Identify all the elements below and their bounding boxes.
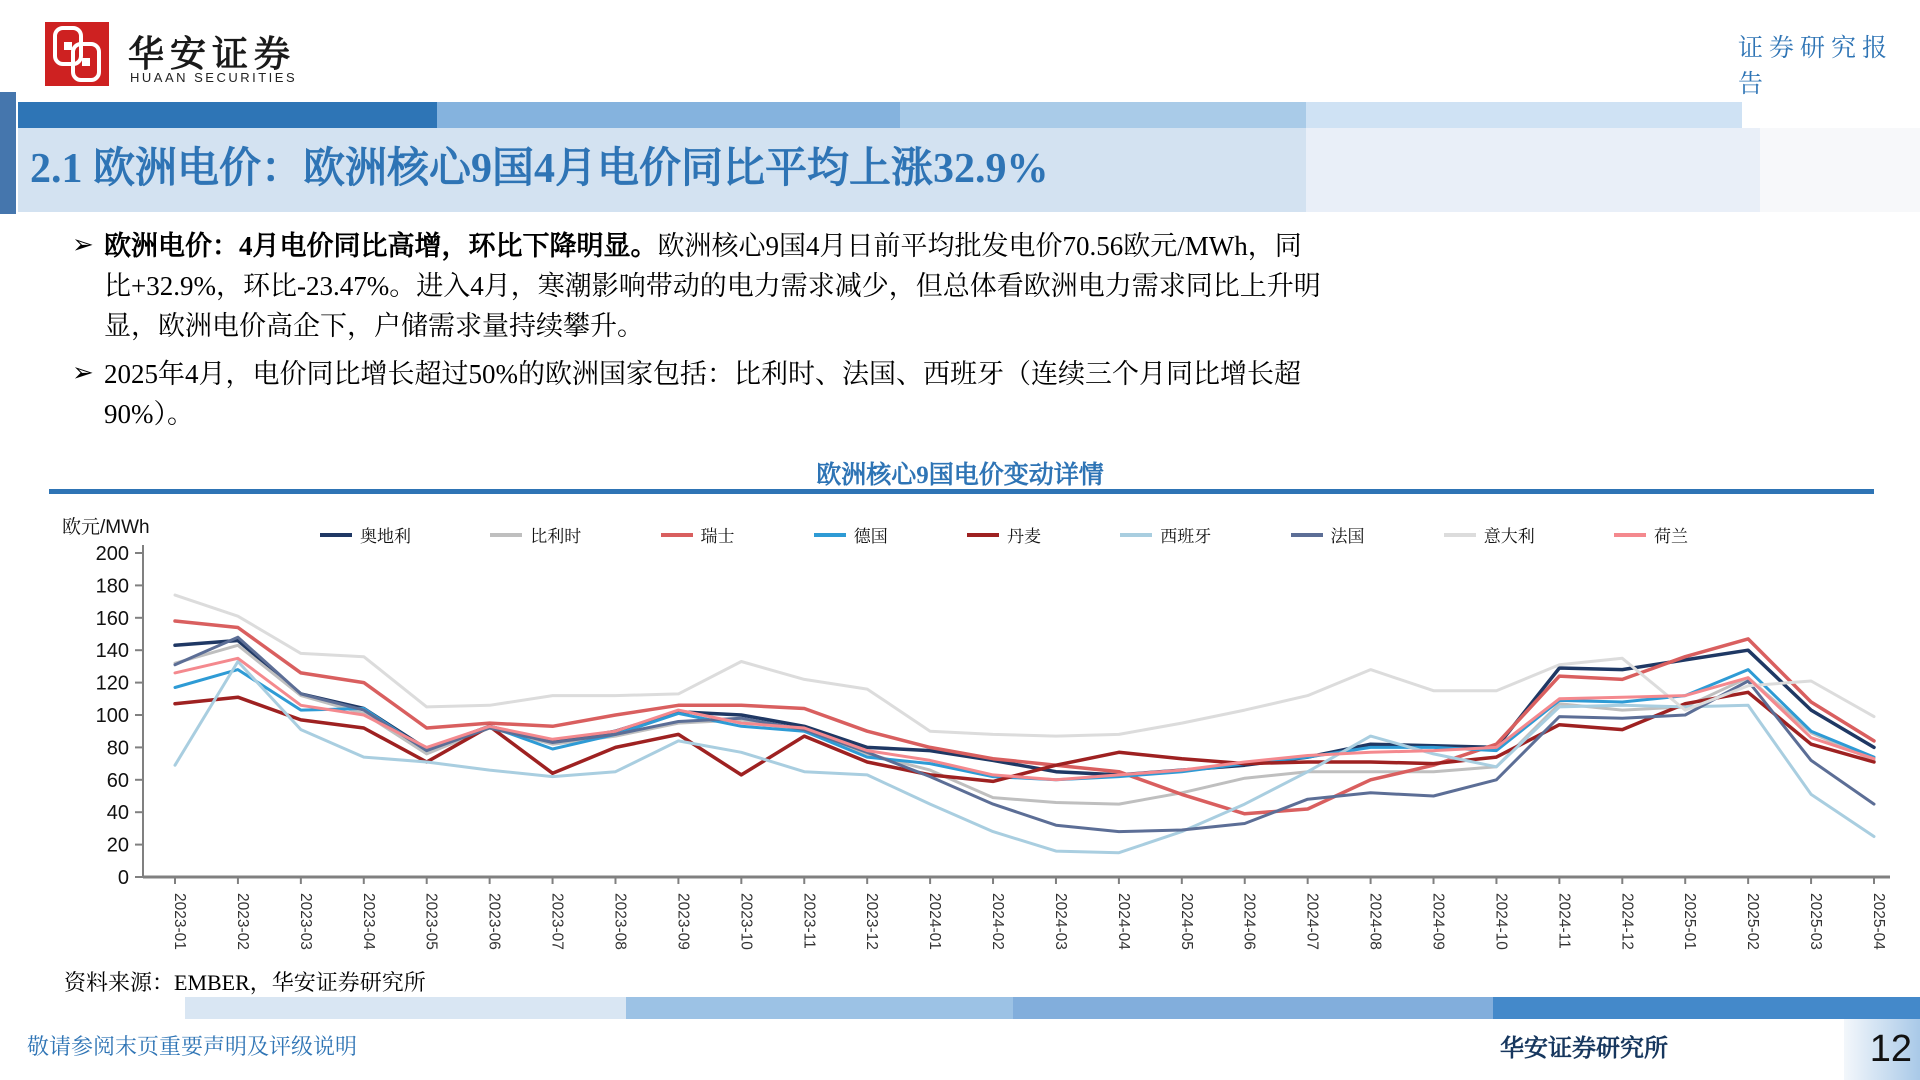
x-axis-label: 2024-10 <box>1492 893 1510 950</box>
page-number: 12 <box>1869 1028 1912 1070</box>
footer-band-dark <box>1493 997 1920 1019</box>
svg-text:160: 160 <box>95 607 129 630</box>
x-axis-label: 2024-01 <box>926 893 944 950</box>
x-axis-label: 2023-12 <box>863 893 881 950</box>
x-axis-label: 2023-10 <box>737 893 755 950</box>
svg-text:20: 20 <box>106 834 129 857</box>
report-type-label: 证券研究报告 <box>1738 35 1894 98</box>
title-background-faint <box>1760 128 1920 212</box>
x-axis-label: 2024-05 <box>1177 893 1195 950</box>
x-axis-label: 2024-03 <box>1051 893 1069 950</box>
svg-text:200: 200 <box>95 543 129 565</box>
chart-y-axis-unit: 欧元/MWh <box>62 517 150 538</box>
line-chart <box>40 500 1900 955</box>
bullet-arrow-icon: ➢ <box>72 358 94 388</box>
chart-divider-rule <box>49 489 1874 494</box>
footer-institute: 华安证券研究所 <box>1500 1036 1668 1062</box>
svg-text:80: 80 <box>106 737 129 760</box>
brand-name-cn: 华安证券 <box>128 34 297 74</box>
x-axis-label: 2024-09 <box>1429 893 1447 950</box>
x-axis-label: 2023-08 <box>611 893 629 950</box>
svg-text:180: 180 <box>95 575 129 598</box>
x-axis-label: 2023-09 <box>674 893 692 950</box>
x-axis-label: 2023-07 <box>548 893 566 950</box>
x-axis-label: 2023-06 <box>485 893 503 950</box>
svg-text:140: 140 <box>95 640 129 663</box>
x-axis-label: 2025-02 <box>1744 893 1762 950</box>
bullet-1-text: 欧洲核心9国4月日前平均批发电价70.56欧元/MWh，同 <box>657 231 1302 261</box>
x-axis-label: 2025-03 <box>1807 893 1825 950</box>
x-axis-label: 2024-08 <box>1366 893 1384 950</box>
x-axis-label: 2023-03 <box>296 893 314 950</box>
header-band-medium <box>437 102 900 128</box>
x-axis-label: 2025-04 <box>1870 893 1887 950</box>
huaan-logo-icon <box>45 22 109 86</box>
bullet-2-line-2: 90%）。 <box>104 399 194 429</box>
svg-text:60: 60 <box>106 769 129 792</box>
legend-label: 瑞士 <box>700 527 735 546</box>
legend-label: 德国 <box>853 527 888 546</box>
series-line-西班牙 <box>175 662 1874 853</box>
series-line-意大利 <box>175 595 1874 736</box>
x-axis-label: 2025-01 <box>1681 893 1699 950</box>
legend-label: 法国 <box>1330 527 1365 546</box>
x-axis-label: 2023-02 <box>233 893 251 950</box>
footer-band-light <box>626 997 1013 1019</box>
x-axis-label: 2024-11 <box>1555 893 1573 949</box>
legend-label: 丹麦 <box>1007 527 1041 546</box>
footer-disclaimer: 敬请参阅末页重要声明及评级说明 <box>27 1034 358 1059</box>
legend-label: 比利时 <box>530 527 582 546</box>
chart-title: 欧洲核心9国电价变动详情 <box>816 462 1104 489</box>
brand-name-en: HUAAN SECURITIES <box>130 70 298 85</box>
x-axis-label: 2023-11 <box>800 893 818 949</box>
footer-band-lightest <box>185 997 626 1019</box>
x-axis-label: 2023-05 <box>422 893 440 950</box>
bullet-2-line-1: 2025年4月，电价同比增长超过50%的欧洲国家包括：比利时、法国、西班牙（连续三个月同比增长超 <box>104 359 1301 389</box>
bullet-1-line-2: 比+32.9%，环比-23.47%。进入4月，寒潮影响带动的电力需求减少，但总体看欧洲电力需求同比上升明 <box>104 271 1321 301</box>
x-axis-label: 2023-01 <box>171 893 188 950</box>
header-band-lighter <box>1306 102 1742 128</box>
bullet-1-bold: 欧洲电价：4月电价同比高增，环比下降明显。 <box>104 231 658 261</box>
legend-label: 意大利 <box>1483 527 1535 546</box>
bullet-arrow-icon: ➢ <box>72 230 94 260</box>
header-band-dark <box>18 102 437 128</box>
bullet-1-line-1 <box>104 226 1302 266</box>
legend-label: 西班牙 <box>1160 527 1212 546</box>
x-axis-label: 2024-12 <box>1618 893 1636 950</box>
svg-text:40: 40 <box>106 802 129 825</box>
svg-text:100: 100 <box>95 705 129 727</box>
svg-text:120: 120 <box>95 672 129 695</box>
svg-text:0: 0 <box>117 867 129 889</box>
x-axis-label: 2023-04 <box>359 893 377 950</box>
legend-label: 荷兰 <box>1654 527 1688 546</box>
footer-band-medium <box>1013 997 1493 1019</box>
data-source: 资料来源：EMBER，华安证券研究所 <box>64 970 426 995</box>
x-axis-label: 2024-04 <box>1114 893 1132 950</box>
page-title: 2.1 欧洲电价：欧洲核心9国4月电价同比平均上涨32.9% <box>30 146 1049 192</box>
header-band-light <box>900 102 1306 128</box>
legend-label: 奥地利 <box>360 527 411 546</box>
x-axis-label: 2024-02 <box>989 893 1007 950</box>
x-axis-label: 2024-07 <box>1303 893 1321 950</box>
left-accent-bar <box>0 92 16 214</box>
page-number-box <box>1844 1019 1920 1080</box>
bullet-1-line-3: 显，欧洲电价高企下，户储需求量持续攀升。 <box>104 311 644 341</box>
x-axis-label: 2024-06 <box>1240 893 1258 950</box>
